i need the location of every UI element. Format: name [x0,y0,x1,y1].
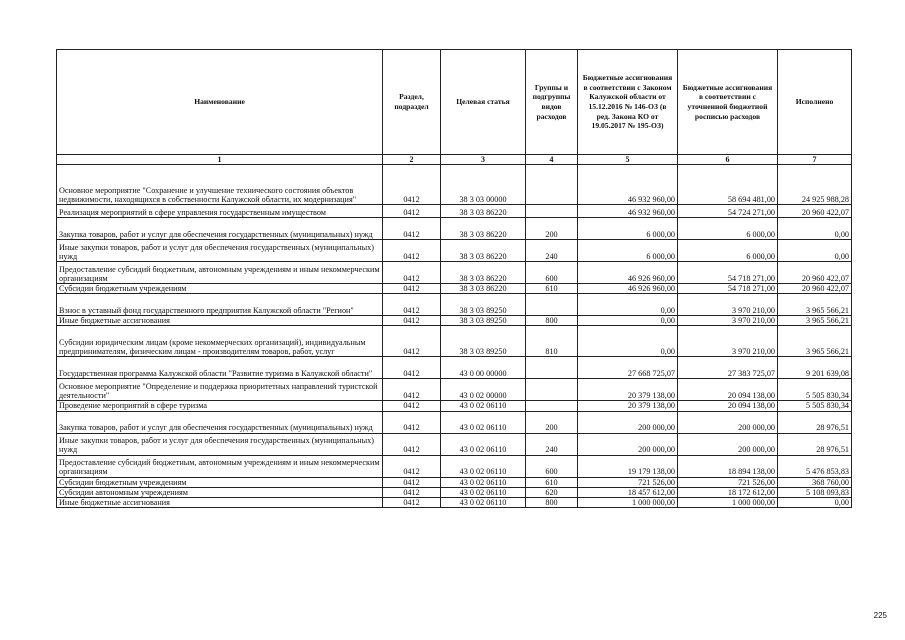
row-name: Субсидии бюджетным учреждениям [57,284,383,294]
row-name: Субсидии автономным учреждениям [57,487,383,497]
row-expense-group: 810 [526,326,578,357]
row-executed: 0,00 [778,498,852,508]
row-target-article: 43 0 02 06110 [441,411,526,433]
row-law-allocation: 46 926 960,00 [578,284,678,294]
row-revised-allocation: 1 000 000,00 [678,498,778,508]
row-name: Иные бюджетные ассигнования [57,498,383,508]
row-section: 0412 [383,262,441,284]
row-executed: 9 201 639,08 [778,357,852,379]
column-number: 4 [526,155,578,165]
row-section: 0412 [383,218,441,240]
row-law-allocation: 46 932 960,00 [578,205,678,218]
row-section: 0412 [383,487,441,497]
table-row [57,487,852,497]
row-name: Основное мероприятие "Определение и поддержка приоритетных направлений туристской деятельности" [57,379,383,401]
header-row [57,50,852,155]
row-revised-allocation: 200 000,00 [678,433,778,455]
column-number: 3 [441,155,526,165]
column-number: 6 [678,155,778,165]
column-number: 7 [778,155,852,165]
row-expense-group: 600 [526,262,578,284]
row-executed: 20 960 422,07 [778,284,852,294]
row-law-allocation: 200 000,00 [578,411,678,433]
row-executed: 3 965 566,21 [778,294,852,316]
table-row [57,411,852,433]
row-law-allocation: 20 379 138,00 [578,379,678,401]
row-section: 0412 [383,284,441,294]
table-row [57,240,852,262]
table-row [57,284,852,294]
row-executed: 5 505 830,34 [778,401,852,411]
row-section: 0412 [383,326,441,357]
row-target-article: 38 3 03 86220 [441,205,526,218]
row-name: Закупка товаров, работ и услуг для обеспечения государственных (муниципальных) нужд [57,218,383,240]
table-row [57,357,852,379]
row-revised-allocation: 54 718 271,00 [678,262,778,284]
row-section: 0412 [383,165,441,205]
row-law-allocation: 721 526,00 [578,477,678,487]
row-expense-group: 240 [526,433,578,455]
row-expense-group: 600 [526,455,578,477]
header-law-allocation: Бюджетные ассигнования в соответствии с Законом Калужской области от 15.12.2016 № 146-ОЗ (в ред. Закона КО от 19.05.2017 № 195-ОЗ) [578,50,678,155]
row-name: Предоставление субсидий бюджетным, автономным учреждениям и иным некоммерческим организациям [57,455,383,477]
row-executed: 5 476 853,83 [778,455,852,477]
header-target-article: Целевая статья [441,50,526,155]
table-row [57,165,852,205]
row-law-allocation: 1 000 000,00 [578,498,678,508]
row-expense-group: 200 [526,218,578,240]
row-revised-allocation: 6 000,00 [678,240,778,262]
row-target-article: 38 3 03 86220 [441,218,526,240]
row-law-allocation: 0,00 [578,316,678,326]
row-target-article: 43 0 02 06110 [441,455,526,477]
table-body [57,165,852,508]
table-row [57,262,852,284]
row-revised-allocation: 27 383 725,07 [678,357,778,379]
table-row [57,401,852,411]
row-name: Государственная программа Калужской области "Развитие туризма в Калужской области" [57,357,383,379]
row-section: 0412 [383,477,441,487]
header-section: Раздел, подраздел [383,50,441,155]
page-number: 225 [873,611,887,620]
row-executed: 3 965 566,21 [778,316,852,326]
row-target-article: 43 0 02 06110 [441,487,526,497]
table-row [57,294,852,316]
row-section: 0412 [383,411,441,433]
row-executed: 24 925 988,28 [778,165,852,205]
table-row [57,477,852,487]
header-executed: Исполнено [778,50,852,155]
row-expense-group [526,205,578,218]
row-law-allocation: 6 000,00 [578,240,678,262]
row-target-article: 43 0 02 06110 [441,498,526,508]
row-name: Субсидии бюджетным учреждениям [57,477,383,487]
row-expense-group [526,357,578,379]
row-executed: 28 976,51 [778,433,852,455]
row-expense-group: 610 [526,477,578,487]
header-name: Наименование [57,50,383,155]
row-executed: 28 976,51 [778,411,852,433]
row-revised-allocation: 20 094 138,00 [678,379,778,401]
row-section: 0412 [383,433,441,455]
header-revised-allocation: Бюджетные ассигнования в соответствии с уточненной бюджетной росписью расходов [678,50,778,155]
table-row [57,316,852,326]
row-executed: 368 760,00 [778,477,852,487]
row-section: 0412 [383,455,441,477]
row-name: Основное мероприятие "Сохранение и улучшение технического состояния объектов недвижимости, находящихся в собственности Калужской области, их модернизация" [57,165,383,205]
row-expense-group [526,165,578,205]
row-executed: 20 960 422,07 [778,205,852,218]
row-executed: 5 505 830,34 [778,379,852,401]
row-revised-allocation: 20 094 138,00 [678,401,778,411]
row-section: 0412 [383,357,441,379]
row-executed: 3 965 566,21 [778,326,852,357]
row-revised-allocation: 721 526,00 [678,477,778,487]
row-target-article: 43 0 02 06110 [441,433,526,455]
row-executed: 0,00 [778,218,852,240]
row-name: Закупка товаров, работ и услуг для обеспечения государственных (муниципальных) нужд [57,411,383,433]
row-target-article: 38 3 03 00000 [441,165,526,205]
row-expense-group: 800 [526,498,578,508]
row-section: 0412 [383,401,441,411]
row-law-allocation: 27 668 725,07 [578,357,678,379]
row-revised-allocation: 58 694 481,00 [678,165,778,205]
row-law-allocation: 18 457 612,00 [578,487,678,497]
row-target-article: 38 3 03 89250 [441,294,526,316]
row-law-allocation: 46 932 960,00 [578,165,678,205]
header-expense-group: Группы и подгруппы видов расходов [526,50,578,155]
row-law-allocation: 0,00 [578,326,678,357]
row-expense-group: 610 [526,284,578,294]
row-section: 0412 [383,379,441,401]
row-law-allocation: 6 000,00 [578,218,678,240]
row-name: Реализация мероприятий в сфере управления государственным имуществом [57,205,383,218]
row-target-article: 43 0 02 06110 [441,401,526,411]
row-expense-group [526,294,578,316]
row-expense-group [526,379,578,401]
row-expense-group: 800 [526,316,578,326]
row-target-article: 38 3 03 89250 [441,326,526,357]
table-row [57,455,852,477]
row-executed: 5 108 093,83 [778,487,852,497]
row-revised-allocation: 54 724 271,00 [678,205,778,218]
row-name: Взнос в уставный фонд государственного предприятия Калужской области "Регион" [57,294,383,316]
row-target-article: 38 3 03 86220 [441,262,526,284]
row-target-article: 38 3 03 86220 [441,284,526,294]
row-name: Проведение мероприятий в сфере туризма [57,401,383,411]
row-section: 0412 [383,498,441,508]
row-law-allocation: 19 179 138,00 [578,455,678,477]
budget-table [56,49,852,508]
row-section: 0412 [383,294,441,316]
table-row [57,205,852,218]
column-number: 2 [383,155,441,165]
row-section: 0412 [383,316,441,326]
row-name: Иные бюджетные ассигнования [57,316,383,326]
row-target-article: 43 0 02 06110 [441,477,526,487]
row-target-article: 38 3 03 89250 [441,316,526,326]
row-expense-group: 240 [526,240,578,262]
column-number-row [57,155,852,165]
row-section: 0412 [383,205,441,218]
row-revised-allocation: 3 970 210,00 [678,294,778,316]
row-executed: 20 960 422,07 [778,262,852,284]
row-name: Субсидии юридическим лицам (кроме некоммерческих организаций), индивидуальным предпринимателям, физическим лицам - производителям товаров, работ, услуг [57,326,383,357]
table-row [57,218,852,240]
column-number: 5 [578,155,678,165]
table-row [57,498,852,508]
row-section: 0412 [383,240,441,262]
row-expense-group [526,401,578,411]
row-expense-group: 620 [526,487,578,497]
row-name: Иные закупки товаров, работ и услуг для обеспечения государственных (муниципальных) нужд [57,240,383,262]
row-law-allocation: 200 000,00 [578,433,678,455]
row-law-allocation: 46 926 960,00 [578,262,678,284]
row-target-article: 38 3 03 86220 [441,240,526,262]
row-revised-allocation: 54 718 271,00 [678,284,778,294]
row-name: Иные закупки товаров, работ и услуг для обеспечения государственных (муниципальных) нужд [57,433,383,455]
row-revised-allocation: 18 172 612,00 [678,487,778,497]
row-expense-group: 200 [526,411,578,433]
row-target-article: 43 0 02 00000 [441,379,526,401]
row-law-allocation: 0,00 [578,294,678,316]
row-executed: 0,00 [778,240,852,262]
row-name: Предоставление субсидий бюджетным, автономным учреждениям и иным некоммерческим организациям [57,262,383,284]
table-row [57,433,852,455]
row-revised-allocation: 200 000,00 [678,411,778,433]
row-revised-allocation: 18 894 138,00 [678,455,778,477]
table-row [57,326,852,357]
row-target-article: 43 0 00 00000 [441,357,526,379]
row-revised-allocation: 3 970 210,00 [678,316,778,326]
row-law-allocation: 20 379 138,00 [578,401,678,411]
table-header [57,50,852,165]
table-row [57,379,852,401]
row-revised-allocation: 6 000,00 [678,218,778,240]
column-number: 1 [57,155,383,165]
row-revised-allocation: 3 970 210,00 [678,326,778,357]
